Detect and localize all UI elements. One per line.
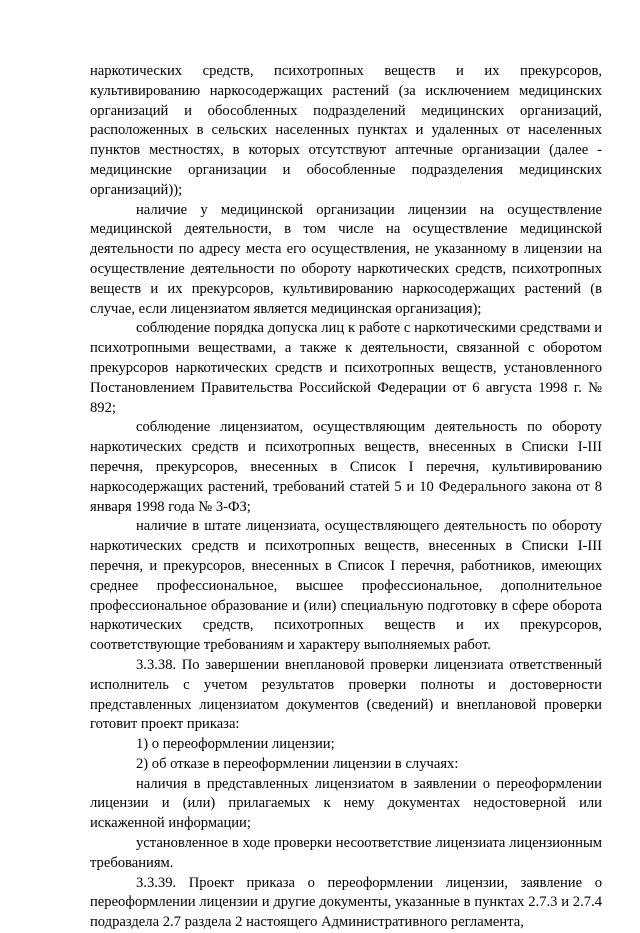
list-item-reissue: 1) о переоформлении лицензии; [136,736,335,753]
paragraph-3-3-38: 3.3.38. По завершении внеплановой проверки лицензиата ответственный исполнитель с учетом результатов проверки полноты и достоверности представленных лицензиатом документов (сведений) и внеплановой проверки готовит проект приказа: [90,656,602,733]
paragraph-false-information: наличия в представленных лицензиатом в заявлении о переоформлении лицензии и (или) прилагаемых к нему документах недостоверной или искаженной информации; [90,775,602,832]
list-item-refusal: 2) об отказе в переоформлении лицензии в случаях: [136,755,459,772]
paragraph-law-compliance: соблюдение лицензиатом, осуществляющим деятельность по обороту наркотических средств и психотропных веществ, внесенных в Списки I-III перечня, прекурсоров, внесенных в Список I перечня, культивированию наркосодержащих растений, требований статей 5 и 10 Федерального закона от 8 января 1998 года № 3-ФЗ; [90,419,602,515]
paragraph-license-medical: наличие у медицинской организации лицензии на осуществление медицинской деятельности, в том числе на осуществление медицинской деятельности по адресу места его осуществления, не указанному в лицензии на осуществление деятельности по обороту наркотических средств, психотропных веществ и их прекурсоров, культивированию наркосодержащих растений (в случае, если лицензиатом является медицинская организация); [90,201,602,317]
paragraph-nonconformity: установленное в ходе проверки несоответствие лицензиата лицензионным требованиям. [90,835,602,871]
paragraph-3-3-39: 3.3.39. Проект приказа о переоформлении лицензии, заявление о переоформлении лицензии и другие документы, указанные в пунктах 2.7.3 и 2.7.4 подраздела 2.7 раздела 2 настоящего Административного регламента, [90,874,602,931]
paragraph-staff-qualification: наличие в штате лицензиата, осуществляющего деятельность по обороту наркотических средств и психотропных веществ, внесенных в Списки I-III перечня, и прекурсоров, внесенных в Список I перечня, работников, имеющих среднее профессиональное, высшее профессиональное, дополнительное профессиональное образование и (или) специальную подготовку в сфере оборота наркотических средств, психотропных веществ и их прекурсоров, соответствующие требованиям и характеру выполняемых работ. [90,518,602,654]
document-body [90,62,602,933]
paragraph-admission-order: соблюдение порядка допуска лиц к работе с наркотическими средствами и психотропными веществами, а также к деятельности, связанной с оборотом прекурсоров наркотических средств и психотропных веществ, установленного Постановлением Правительства Российской Федерации от 6 августа 1998 г. № 892; [90,320,602,416]
paragraph-continuation: наркотических средств, психотропных веществ и их прекурсоров, культивированию наркосодержащих растений (за исключением медицинских организаций и обособленных подразделений медицинских организаций, расположенных в сельских населенных пунктах и удаленных от населенных пунктов местностях, в которых отсутствуют аптечные организации (далее - медицинские организации и обособленные подразделения медицинских организаций)); [90,63,602,198]
